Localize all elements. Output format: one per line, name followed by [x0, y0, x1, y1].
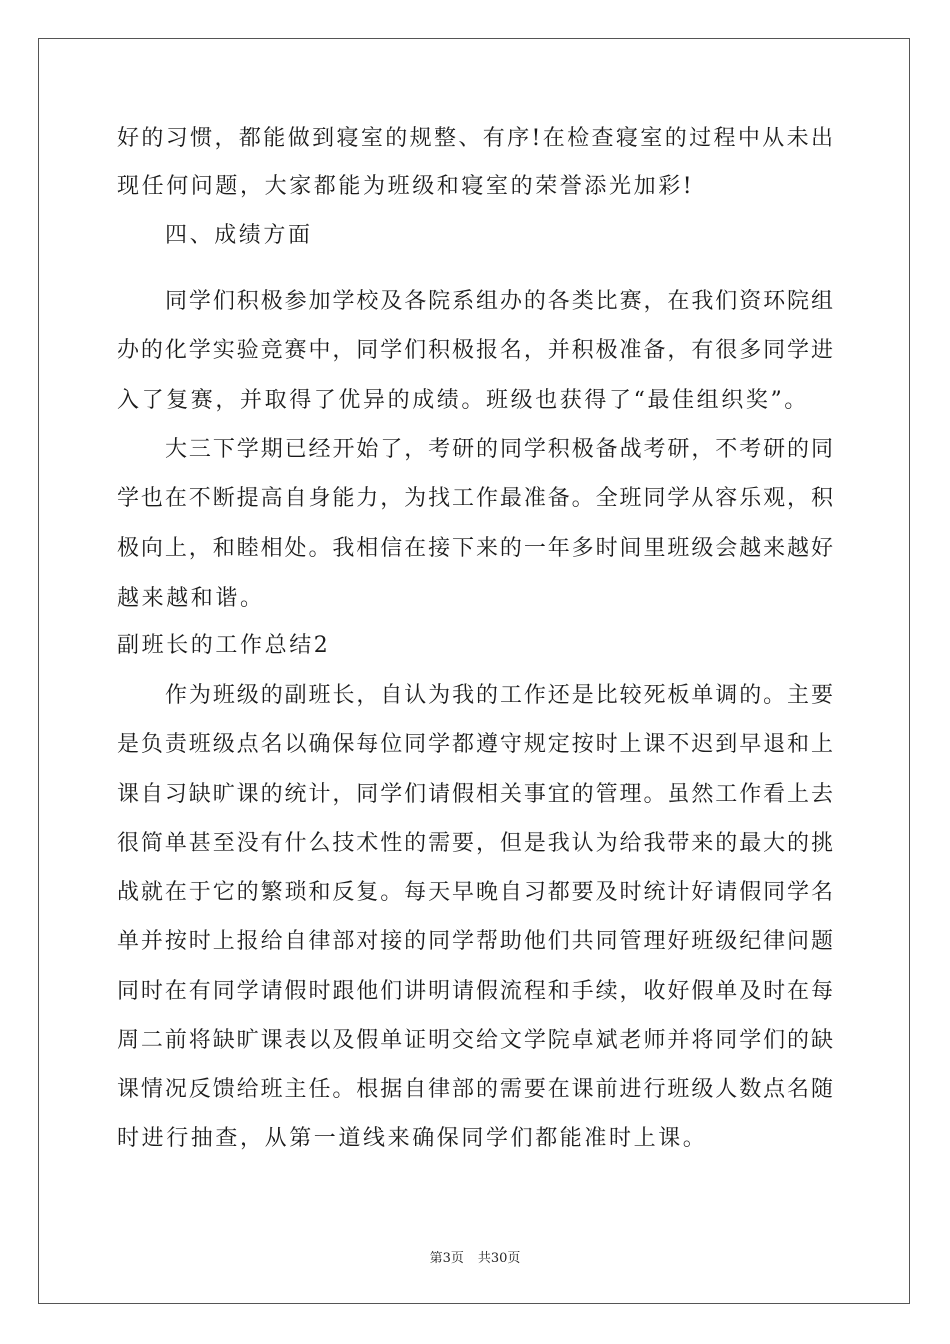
text-line: 作为班级的副班长，自认为我的工作还是比较死板单调的。主要	[165, 683, 833, 708]
text-line: 办的化学实验竞赛中，同学们积极报名，并积极准备，有很多同学进	[117, 338, 833, 363]
text-line: 很简单甚至没有什么技术性的需要，但是我认为给我带来的最大的挑	[117, 831, 833, 856]
text-line: 大三下学期已经开始了，考研的同学积极备战考研，不考研的同	[165, 437, 833, 462]
text-line: 同学们积极参加学校及各院系组办的各类比赛，在我们资环院组	[165, 289, 833, 314]
text-line: 极向上，和睦相处。我相信在接下来的一年多时间里班级会越来越好	[117, 536, 833, 561]
text-line: 课情况反馈给班主任。根据自律部的需要在课前进行班级人数点名随	[117, 1077, 833, 1102]
text-line: 时进行抽查，从第一道线来确保同学们都能准时上课。	[117, 1126, 708, 1151]
section-heading: 四、成绩方面	[165, 223, 313, 248]
section-title: 副班长的工作总结2	[117, 633, 331, 658]
page-footer	[0, 1247, 950, 1266]
page-number: 第3页	[429, 1251, 464, 1266]
text-line: 现任何问题，大家都能为班级和寝室的荣誉添光加彩!	[117, 174, 695, 199]
text-line: 好的习惯，都能做到寝室的规整、有序!在检查寝室的过程中从未出	[117, 126, 833, 151]
text-line: 入了复赛，并取得了优异的成绩。班级也获得了“最佳组织奖”。	[117, 388, 809, 413]
text-line: 越来越和谐。	[117, 586, 265, 611]
text-line: 课自习缺旷课的统计，同学们请假相关事宜的管理。虽然工作看上去	[117, 782, 833, 807]
text-line: 学也在不断提高自身能力，为找工作最准备。全班同学从容乐观，积	[117, 486, 833, 511]
text-line: 单并按时上报给自律部对接的同学帮助他们共同管理好班级纪律问题	[117, 929, 833, 954]
text-line: 战就在于它的繁琐和反复。每天早晚自习都要及时统计好请假同学名	[117, 880, 833, 905]
text-line: 同时在有同学请假时跟他们讲明请假流程和手续，收好假单及时在每	[117, 979, 833, 1004]
page-total: 共30页	[477, 1251, 521, 1266]
text-line: 周二前将缺旷课表以及假单证明交给文学院卓斌老师并将同学们的缺	[117, 1028, 833, 1053]
text-line: 是负责班级点名以确保每位同学都遵守规定按时上课不迟到早退和上	[117, 732, 833, 757]
